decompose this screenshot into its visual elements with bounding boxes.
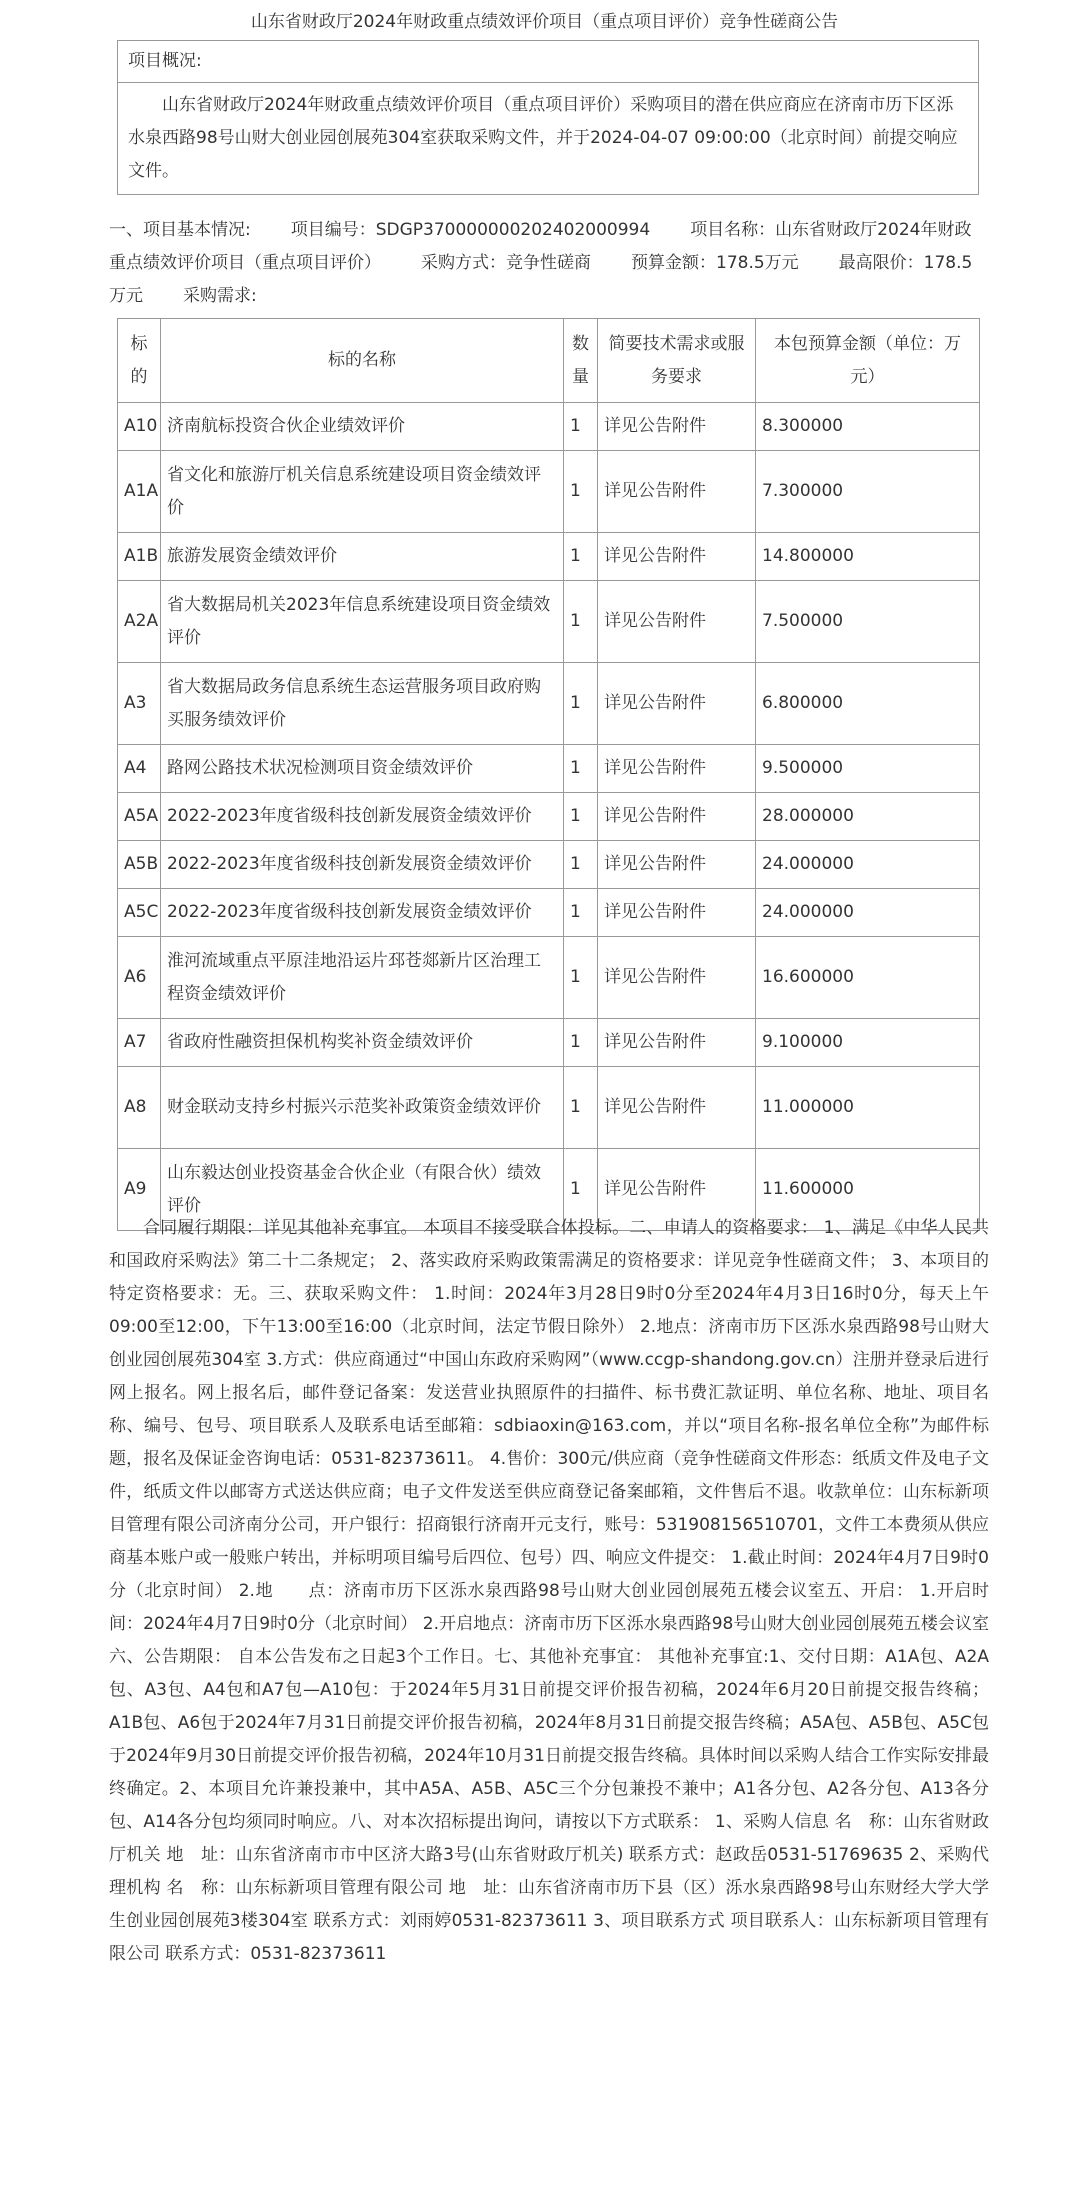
cell-id: A5B [118,841,161,889]
table-row [118,581,980,663]
cell-name: 财金联动支持乡村振兴示范奖补政策资金绩效评价 [161,1067,564,1149]
overview-box [117,40,979,195]
cell-amount: 8.300000 [756,403,980,451]
cell-qty: 1 [564,451,598,533]
col-header-amount: 本包预算金额（单位：万元） [756,319,980,403]
procurement-method: 采购方式：竞争性磋商 [421,253,591,273]
requirement-label: 采购需求: [183,286,257,306]
cell-id: A3 [118,663,161,745]
cell-name: 省大数据局政务信息系统生态运营服务项目政府购买服务绩效评价 [161,663,564,745]
cell-qty: 1 [564,663,598,745]
cell-amount: 24.000000 [756,841,980,889]
cell-id: A5A [118,793,161,841]
cell-id: A7 [118,1019,161,1067]
cell-name: 山东毅达创业投资基金合伙企业（有限合伙）绩效评价 [161,1149,564,1231]
overview-heading: 项目概况: [118,41,979,83]
table-row [118,889,980,937]
cell-amount: 16.600000 [756,937,980,1019]
col-header-qty: 数量 [564,319,598,403]
cell-amount: 6.800000 [756,663,980,745]
cell-name: 2022-2023年度省级科技创新发展资金绩效评价 [161,841,564,889]
cell-amount: 9.100000 [756,1019,980,1067]
col-header-name: 标的名称 [161,319,564,403]
table-row [118,451,980,533]
cell-requirement: 详见公告附件 [598,1019,756,1067]
cell-requirement: 详见公告附件 [598,451,756,533]
cell-id: A10 [118,403,161,451]
cell-qty: 1 [564,533,598,581]
cell-id: A8 [118,1067,161,1149]
cell-name: 路网公路技术状况检测项目资金绩效评价 [161,745,564,793]
cell-amount: 14.800000 [756,533,980,581]
page-title: 山东省财政厅2024年财政重点绩效评价项目（重点项目评价）竞争性磋商公告 [250,12,839,32]
cell-id: A5C [118,889,161,937]
items-table [117,318,980,1231]
col-header-id: 标的 [118,319,161,403]
table-row [118,533,980,581]
cell-requirement: 详见公告附件 [598,403,756,451]
cell-amount: 28.000000 [756,793,980,841]
cell-requirement: 详见公告附件 [598,745,756,793]
table-row [118,793,980,841]
cell-name: 省大数据局机关2023年信息系统建设项目资金绩效评价 [161,581,564,663]
table-row [118,1019,980,1067]
cell-amount: 11.600000 [756,1149,980,1231]
cell-amount: 24.000000 [756,889,980,937]
cell-id: A1B [118,533,161,581]
table-header-row [118,319,980,403]
cell-amount: 9.500000 [756,745,980,793]
cell-amount: 11.000000 [756,1067,980,1149]
table-row [118,1067,980,1149]
cell-requirement: 详见公告附件 [598,889,756,937]
project-name: 项目名称：山东省财政厅2024年财政重点绩效评价项目（重点项目评价） [109,220,972,273]
cell-qty: 1 [564,937,598,1019]
table-row [118,403,980,451]
cell-qty: 1 [564,889,598,937]
cell-qty: 1 [564,793,598,841]
cell-name: 淮河流域重点平原洼地沿运片邳苍郯新片区治理工程资金绩效评价 [161,937,564,1019]
announcement-details: 合同履行期限：详见其他补充事宜。 本项目不接受联合体投标。二、申请人的资格要求： 1、满足《中华人民共和国政府采购法》第二十二条规定； 2、落实政府采购政策需满足的资格要求：详见竞争性磋商文件； 3、本项目的特定资格要求：无。三、获取采购文件： 1.时间：2024年3月28日9时0分至2024年4月3日16时0分，每天上午09:00至12:00，下午13:00至16:00（北京时间，法定节假日除外） 2.地点：济南市历下区泺水泉西路98号山财大创业园创展苑304室 3.方式：供应商通过“中国山东政府采购网”（www.ccgp-shandong.gov.cn）注册并登录后进行网上报名。网上报名后，邮件登记备案：发送营业执照原件的扫描件、标书费汇款证明、单位名称、地址、项目名称、编号、包号、项目联系人及联系电话至邮箱：sdbiaoxin@163.com，并以“项目名称-报名单位全称”为邮件标题，报名及保证金咨询电话：0531-82373611。 4.售价：300元/供应商（竞争性磋商文件形态：纸质文件及电子文件，纸质文件以邮寄方式送达供应商；电子文件发送至供应商登记备案邮箱，文件售后不退。收款单位：山东标新项目管理有限公司济南分公司，开户银行：招商银行济南开元支行，账号：531908156510701，文件工本费须从供应商基本账户或一般账户转出，并标明项目编号后四位、包号）四、响应文件提交： 1.截止时间：2024年4月7日9时0分（北京时间） 2.地 点：济南市历下区泺水泉西路98号山财大创业园创展苑五楼会议室五、开启： 1.开启时间：2024年4月7日9时0分（北京时间） 2.开启地点：济南市历下区泺水泉西路98号山财大创业园创展苑五楼会议室六、公告期限： 自本公告发布之日起3个工作日。七、其他补充事宜： 其他补充事宜:1、交付日期：A1A包、A2A包、A3包、A4包和A7包—A10包：于2024年5月31日前提交评价报告初稿，2024年6月20日前提交报告终稿；A1B包、A6包于2024年7月31日前提交评价报告初稿，2024年8月31日前提交报告终稿；A5A包、A5B包、A5C包于2024年9月30日前提交评价报告初稿，2024年10月31日前提交报告终稿。具体时间以采购人结合工作实际安排最终确定。2、本项目允许兼投兼中，其中A5A、A5B、A5C三个分包兼投不兼中；A1各分包、A2各分包、A13各分包、A14各分包均须同时响应。八、对本次招标提出询问，请按以下方式联系： 1、采购人信息 名 称：山东省财政厅机关 地 址：山东省济南市市中区济大路3号(山东省财政厅机关) 联系方式：赵政岳0531-51769635 2、采购代理机构 名 称：山东标新项目管理有限公司 地 址：山东省济南市历下县（区）泺水泉西路98号山东财经大学大学生创业园创展苑3楼304室 联系方式：刘雨婷0531-82373611 3、项目联系方式 项目联系人：山东标新项目管理有限公司 联系方式：0531-82373611 [109,1218,989,1964]
cell-requirement: 详见公告附件 [598,581,756,663]
cell-qty: 1 [564,581,598,663]
cell-name: 2022-2023年度省级科技创新发展资金绩效评价 [161,889,564,937]
table-row [118,663,980,745]
cell-qty: 1 [564,1019,598,1067]
max-price: 最高限价：178.5万元 [109,253,973,306]
cell-qty: 1 [564,1067,598,1149]
cell-qty: 1 [564,1149,598,1231]
basic-section-title: 一、项目基本情况: [109,220,251,240]
cell-id: A9 [118,1149,161,1231]
cell-name: 省文化和旅游厅机关信息系统建设项目资金绩效评价 [161,451,564,533]
cell-name: 济南航标投资合伙企业绩效评价 [161,403,564,451]
cell-qty: 1 [564,403,598,451]
project-number: 项目编号：SDGP370000000202402000994 [290,220,651,240]
overview-body: 山东省财政厅2024年财政重点绩效评价项目（重点项目评价）采购项目的潜在供应商应在济南市历下区泺水泉西路98号山财大创业园创展苑304室获取采购文件，并于2024-04-07 09:00:00（北京时间）前提交响应文件。 [118,83,979,195]
cell-qty: 1 [564,745,598,793]
table-row [118,745,980,793]
cell-id: A2A [118,581,161,663]
table-row [118,841,980,889]
cell-requirement: 详见公告附件 [598,793,756,841]
cell-qty: 1 [564,841,598,889]
cell-requirement: 详见公告附件 [598,1067,756,1149]
cell-id: A1A [118,451,161,533]
cell-requirement: 详见公告附件 [598,1149,756,1231]
cell-name: 省政府性融资担保机构奖补资金绩效评价 [161,1019,564,1067]
cell-id: A4 [118,745,161,793]
cell-requirement: 详见公告附件 [598,663,756,745]
table-row [118,937,980,1019]
cell-id: A6 [118,937,161,1019]
cell-requirement: 详见公告附件 [598,841,756,889]
basic-info [109,214,984,313]
budget-amount: 预算金额：178.5万元 [631,253,799,273]
cell-amount: 7.300000 [756,451,980,533]
cell-requirement: 详见公告附件 [598,937,756,1019]
cell-name: 2022-2023年度省级科技创新发展资金绩效评价 [161,793,564,841]
cell-requirement: 详见公告附件 [598,533,756,581]
cell-name: 旅游发展资金绩效评价 [161,533,564,581]
cell-amount: 7.500000 [756,581,980,663]
col-header-requirement: 简要技术需求或服务要求 [598,319,756,403]
